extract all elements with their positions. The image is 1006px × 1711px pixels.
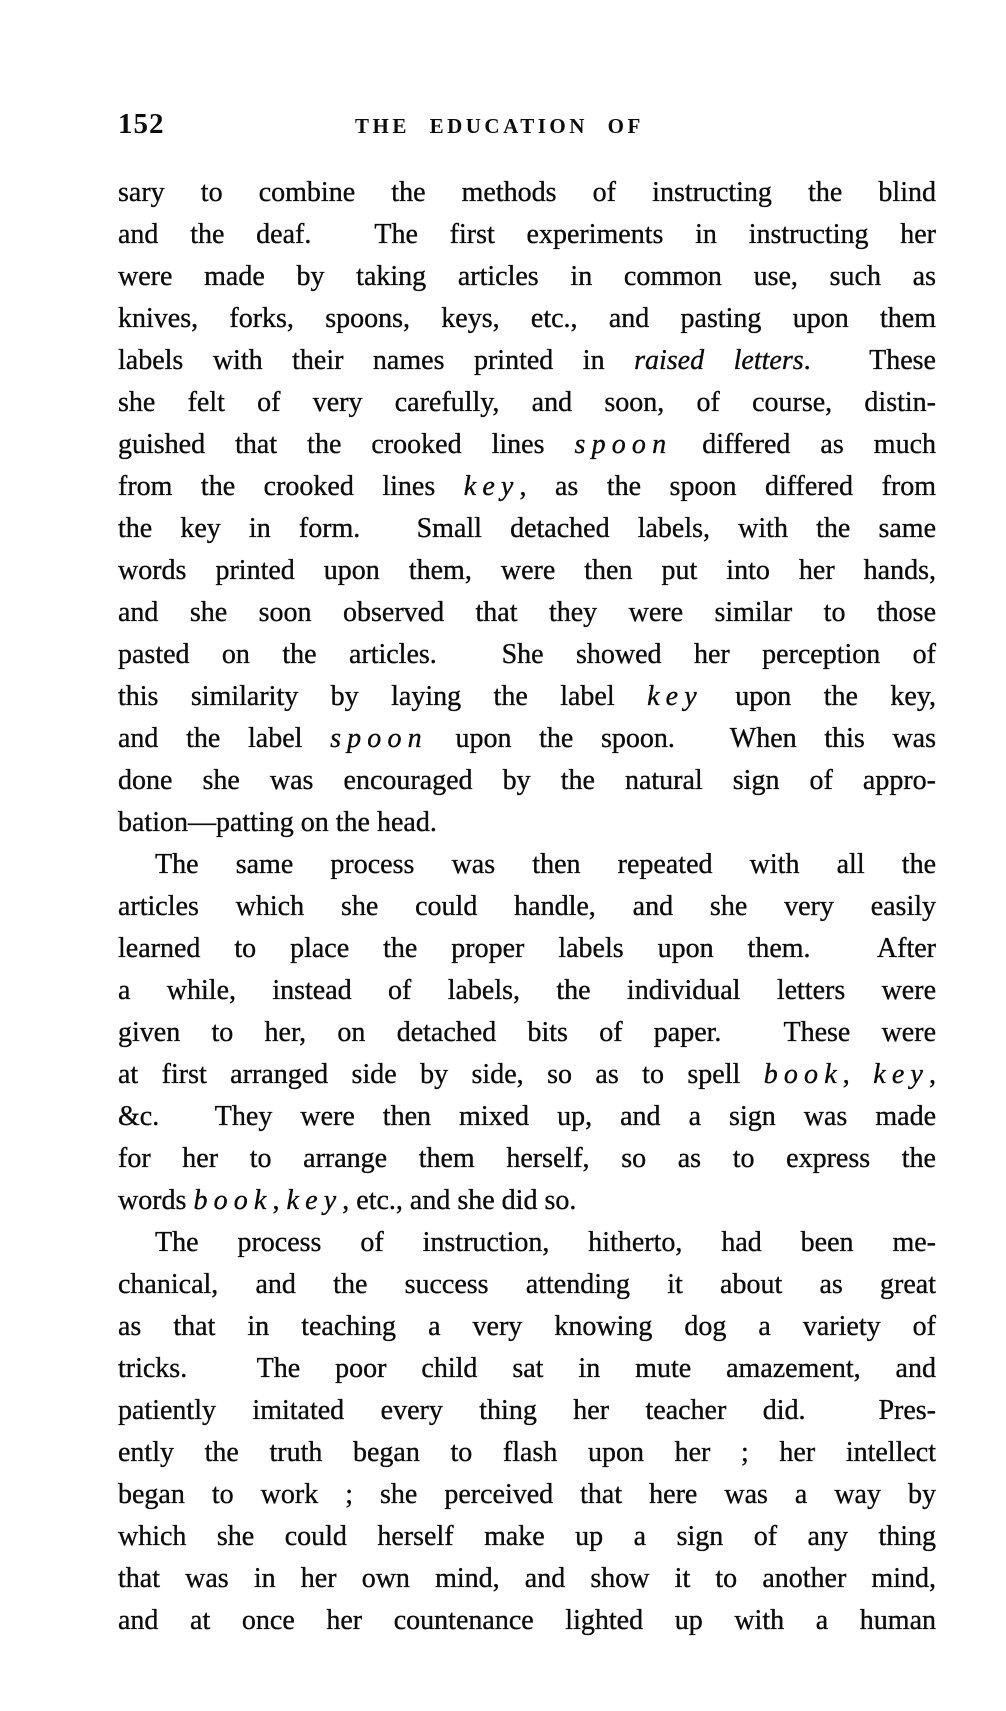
text-line [118,1474,936,1516]
text-segment: were made by taking articles in common use, such as [118,261,936,292]
text-segment: that was in her own mind, and show it to another mind, [118,1563,936,1594]
text-line [118,676,936,718]
text-line [118,340,936,382]
italic-spaced-word: book [193,1185,273,1216]
text-line [118,1432,936,1474]
text-segment: words [118,1185,194,1216]
text-line [118,634,936,676]
text-segment: articles which she could handle, and she very easily [118,891,936,922]
text-line [118,1054,936,1096]
text-line [118,760,936,802]
text-segment: , [842,1059,874,1090]
text-segment: knives, forks, spoons, keys, etc., and pasting upon them [118,303,936,334]
text-segment: as that in teaching a very knowing dog a variety of [118,1311,936,1342]
text-line [118,382,936,424]
text-segment: labels with their names printed in [118,345,635,376]
text-line [118,886,936,928]
text-segment: &c. They were then mixed up, and a sign was made [118,1101,936,1132]
text-segment: , as the spoon differed from [519,471,936,502]
text-line [118,1264,936,1306]
text-segment: words printed upon them, were then put into her hands, [118,555,936,586]
text-segment: at first arranged side by side, so as to spell [118,1059,764,1090]
italic-spaced-word: key [463,471,520,502]
text-line [118,802,936,844]
text-line [118,172,936,214]
text-segment: given to her, on detached bits of paper. These were [118,1017,936,1048]
page-text [118,172,936,1642]
text-line [118,1600,936,1642]
text-segment: upon the key, [702,681,936,712]
italic-spaced-word: key [647,681,703,712]
text-line [118,466,936,508]
text-segment: ently the truth began to flash upon her ; her intellect [118,1437,936,1468]
text-segment: learned to place the proper labels upon them. After [118,933,936,964]
text-line [118,424,936,466]
text-segment: , [272,1185,287,1216]
text-segment: for her to arrange them herself, so as to express the [118,1143,936,1174]
text-line [118,1096,936,1138]
text-segment: from the crooked lines [118,471,464,502]
text-line [118,1306,936,1348]
text-line [118,970,936,1012]
page-header [118,108,936,142]
text-line [118,508,936,550]
text-segment: , etc., and she did so. [342,1185,577,1216]
text-line [118,1516,936,1558]
text-segment: differed as much [672,429,936,460]
text-line [118,1138,936,1180]
page-number: 152 [118,108,165,140]
text-segment: and she soon observed that they were similar to those [118,597,936,628]
text-segment: done she was encouraged by the natural sign of appro- [118,765,936,796]
italic-spaced-word: spoon [330,723,428,754]
italic-spaced-word: spoon [574,429,673,460]
text-segment: and the deaf. The first experiments in instructing her [118,219,936,250]
text-segment: the key in form. Small detached labels, with the same [118,513,936,544]
text-segment: bation—patting on the head. [118,807,437,838]
text-segment: chanical, and the success attending it about as great [118,1269,936,1300]
italic-spaced-word: book [763,1059,843,1090]
text-line [118,1012,936,1054]
text-line [118,550,936,592]
text-line [118,214,936,256]
text-segment: The process of instruction, hitherto, had been me- [155,1227,936,1258]
text-line [118,928,936,970]
text-line [118,1558,936,1600]
text-segment: upon the spoon. When this was [427,723,936,754]
text-segment: , [929,1059,936,1090]
text-segment: The same process was then repeated with all the [155,849,936,880]
italic-text: raised letters [634,345,804,376]
text-line [118,298,936,340]
text-segment: guished that the crooked lines [118,429,575,460]
running-title: THE EDUCATION OF [355,114,644,138]
text-line [118,1222,936,1264]
text-segment: and at once her countenance lighted up with a human [118,1605,936,1636]
text-segment: she felt of very carefully, and soon, of course, distin- [118,387,936,418]
italic-spaced-word: key [286,1185,343,1216]
text-segment: sary to combine the methods of instructing the blind [118,177,936,208]
text-segment: pasted on the articles. She showed her perception of [118,639,936,670]
text-segment: this similarity by laying the label [118,681,648,712]
text-segment: began to work ; she perceived that here was a way by [118,1479,936,1510]
text-segment: a while, instead of labels, the individual letters were [118,975,936,1006]
text-line [118,718,936,760]
text-segment: patiently imitated every thing her teacher did. Pres- [118,1395,936,1426]
text-line [118,592,936,634]
text-segment: which she could herself make up a sign of any thing [118,1521,936,1552]
text-line [118,1390,936,1432]
text-segment: tricks. The poor child sat in mute amazement, and [118,1353,936,1384]
text-line [118,844,936,886]
text-segment: and the label [118,723,331,754]
text-line [118,1180,936,1222]
text-line [118,1348,936,1390]
italic-spaced-word: key [873,1059,929,1090]
text-line [118,256,936,298]
text-segment: . These [803,345,936,376]
